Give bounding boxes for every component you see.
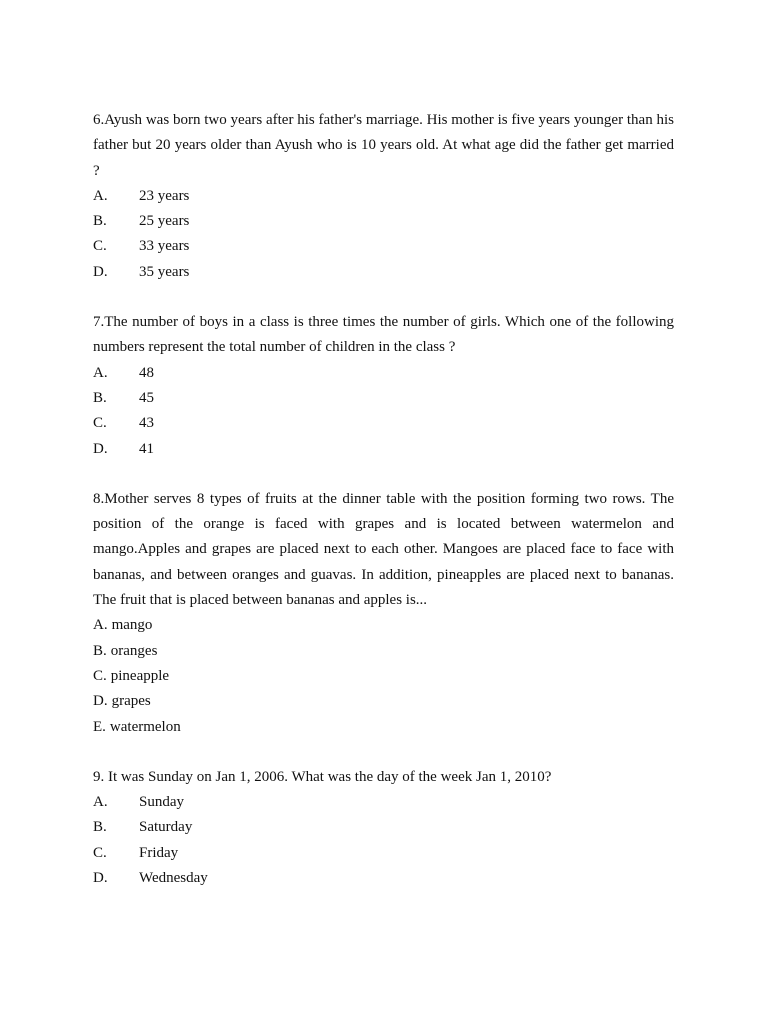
option-text: 41 xyxy=(139,440,154,457)
option-letter: D. xyxy=(93,440,108,457)
question-9-options xyxy=(93,790,674,891)
option-c xyxy=(93,234,674,259)
option-letter: A. xyxy=(93,187,108,204)
document-page xyxy=(93,108,674,891)
option-letter: D. xyxy=(93,870,108,887)
question-6 xyxy=(93,108,674,285)
option-c xyxy=(93,841,674,866)
option-letter: C. xyxy=(93,844,107,861)
option-text: Wednesday xyxy=(139,870,208,887)
question-8 xyxy=(93,487,674,740)
question-8-text: 8.Mother serves 8 types of fruits at the dinner table with the position forming two rows. The position of the orange is faced with grapes and is located between watermelon and mango.Apples and grapes are placed next to each other. Mangoes are placed face to face with bananas, and between oranges and guavas. In addition, pineapples are placed next to bananas. The fruit that is placed between bananas and apples is... xyxy=(93,490,674,609)
option-b xyxy=(93,815,674,840)
question-8-options xyxy=(93,613,674,739)
option-text: oranges xyxy=(110,642,158,659)
option-letter: A. xyxy=(93,794,108,811)
option-a xyxy=(93,613,674,638)
option-a xyxy=(93,361,674,386)
option-d xyxy=(93,260,674,285)
option-text: 45 xyxy=(139,389,154,406)
question-7 xyxy=(93,310,674,462)
option-b xyxy=(93,386,674,411)
option-letter: B. xyxy=(93,389,107,406)
option-text: 35 years xyxy=(139,263,190,280)
question-7-text: 7.The number of boys in a class is three times the number of girls. Which one of the following numbers represent the total number of children in the class ? xyxy=(93,314,674,356)
option-d xyxy=(93,866,674,891)
option-text: 23 years xyxy=(139,187,190,204)
option-a xyxy=(93,184,674,209)
question-9-text: 9. It was Sunday on Jan 1, 2006. What was the day of the week Jan 1, 2010? xyxy=(93,768,552,785)
option-c xyxy=(93,411,674,436)
option-text: grapes xyxy=(111,693,151,710)
option-letter: C. xyxy=(93,667,107,684)
option-text: Friday xyxy=(139,844,179,861)
option-text: Saturday xyxy=(139,819,193,836)
option-b xyxy=(93,209,674,234)
option-letter: C. xyxy=(93,415,107,432)
option-text: 25 years xyxy=(139,213,190,230)
option-letter: D. xyxy=(93,693,108,710)
option-letter: A. xyxy=(93,364,108,381)
option-d xyxy=(93,689,674,714)
option-letter: B. xyxy=(93,213,107,230)
question-7-options xyxy=(93,361,674,462)
option-d xyxy=(93,437,674,462)
option-letter: D. xyxy=(93,263,108,280)
question-6-text: 6.Ayush was born two years after his father's marriage. His mother is five years younger than his father but 20 years older than Ayush who is 10 years old. At what age did the father get married ? xyxy=(93,112,674,179)
option-text: pineapple xyxy=(110,667,170,684)
question-6-options xyxy=(93,184,674,285)
option-b xyxy=(93,639,674,664)
option-text: 43 xyxy=(139,415,154,432)
question-9 xyxy=(93,765,674,891)
option-text: 33 years xyxy=(139,238,190,255)
option-letter: B. xyxy=(93,642,107,659)
option-letter: E. xyxy=(93,718,106,735)
option-c xyxy=(93,664,674,689)
option-e xyxy=(93,715,674,740)
option-letter: C. xyxy=(93,238,107,255)
option-text: Sunday xyxy=(139,794,184,811)
option-letter: B. xyxy=(93,819,107,836)
option-text: mango xyxy=(111,617,153,634)
option-text: watermelon xyxy=(109,718,181,735)
option-a xyxy=(93,790,674,815)
option-letter: A. xyxy=(93,617,108,634)
option-text: 48 xyxy=(139,364,154,381)
